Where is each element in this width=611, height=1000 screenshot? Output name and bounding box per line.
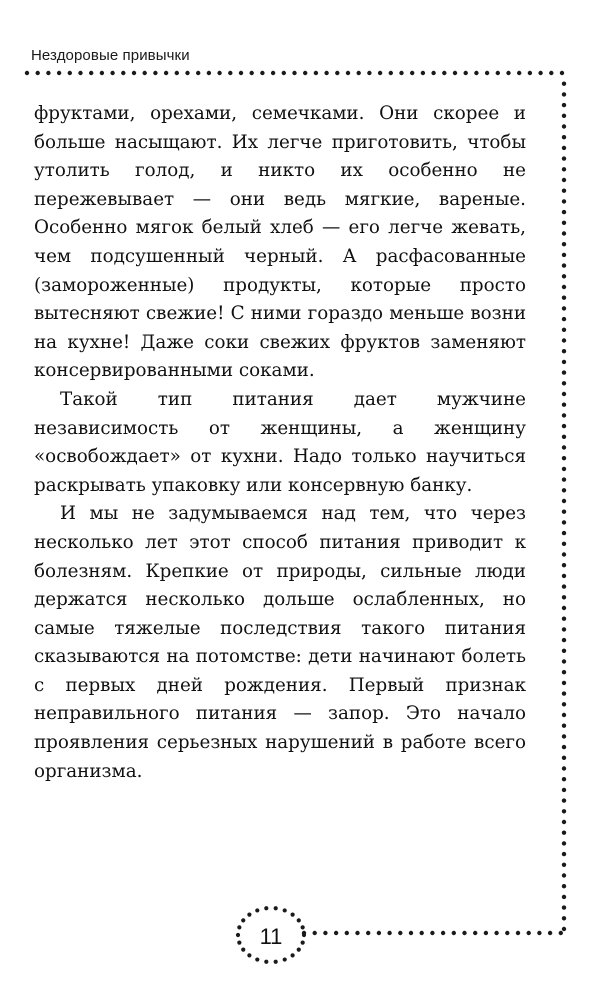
border-dot bbox=[562, 724, 566, 728]
border-dot bbox=[562, 467, 566, 471]
border-dot bbox=[283, 957, 287, 961]
border-dot bbox=[78, 71, 82, 75]
border-dot bbox=[387, 931, 391, 935]
border-dot bbox=[562, 766, 566, 770]
border-dot bbox=[562, 905, 566, 909]
border-dot bbox=[324, 71, 328, 75]
border-dot bbox=[562, 584, 566, 588]
border-dot bbox=[562, 477, 566, 481]
border-dot bbox=[345, 931, 349, 935]
border-dot bbox=[562, 338, 566, 342]
border-dot bbox=[562, 659, 566, 663]
border-dot bbox=[264, 906, 268, 910]
border-dot bbox=[562, 413, 566, 417]
border-dot bbox=[462, 931, 466, 935]
border-dot bbox=[89, 71, 93, 75]
border-dot bbox=[121, 71, 125, 75]
border-dot bbox=[453, 71, 457, 75]
border-dot bbox=[562, 809, 566, 813]
border-dot bbox=[389, 71, 393, 75]
border-dot bbox=[302, 933, 306, 937]
border-dot bbox=[442, 71, 446, 75]
border-dot bbox=[377, 931, 381, 935]
border-dot bbox=[496, 71, 500, 75]
border-dot bbox=[562, 189, 566, 193]
border-dot bbox=[562, 445, 566, 449]
border-dot bbox=[241, 918, 245, 922]
border-dot bbox=[562, 884, 566, 888]
border-dot bbox=[153, 71, 157, 75]
border-dot bbox=[506, 71, 510, 75]
border-dot bbox=[516, 931, 520, 935]
border-dot bbox=[562, 552, 566, 556]
border-dot bbox=[562, 681, 566, 685]
border-dot bbox=[562, 392, 566, 396]
border-dot bbox=[562, 574, 566, 578]
border-dot bbox=[355, 931, 359, 935]
paragraph-1: фруктами, орехами, семечками. Они скорее и больше насыщают. Их легче приготовить, чтобы утолить голод, и никто их особенно не пережевывает — они ведь мягкие, вареные. Особенно мягок белый хлеб — его легче жевать, чем подсушенный черный. А расфасованные (замороженные) продукты, которые просто вытесняют свежие! С ними гораздо меньше возни на кухне! Даже соки свежих фруктов заменяют консервированными соками. bbox=[34, 103, 526, 382]
border-dot bbox=[323, 931, 327, 935]
border-dot bbox=[283, 908, 287, 912]
border-dot bbox=[366, 931, 370, 935]
border-dot bbox=[292, 71, 296, 75]
border-dot bbox=[271, 71, 275, 75]
paragraph-3: И мы не задумываемся над тем, что через несколько лет этот способ питания приводит к болезням. Крепкие от природы, сильные люди держатся несколько дольше ослабленных, но самые тяжелые последствия такого питания сказываются на потомстве: дети начинают болеть с первых дней рождения. Первый признак неправильного питания — запор. Это начало проявления серьезных нарушений в работе всего организма. bbox=[34, 503, 526, 782]
border-dot bbox=[196, 71, 200, 75]
border-dot bbox=[562, 435, 566, 439]
border-dot bbox=[562, 734, 566, 738]
border-dot bbox=[562, 167, 566, 171]
border-dot bbox=[431, 71, 435, 75]
border-dot bbox=[441, 931, 445, 935]
border-dot bbox=[314, 71, 318, 75]
border-dot bbox=[474, 71, 478, 75]
border-dot bbox=[421, 71, 425, 75]
border-dot bbox=[562, 649, 566, 653]
border-dot bbox=[313, 931, 317, 935]
border-dot bbox=[378, 71, 382, 75]
border-dot bbox=[399, 71, 403, 75]
border-dot bbox=[528, 71, 532, 75]
border-dot bbox=[562, 114, 566, 118]
border-dot bbox=[562, 499, 566, 503]
border-dot bbox=[25, 71, 29, 75]
border-dot bbox=[562, 927, 566, 931]
border-dot bbox=[237, 925, 241, 929]
border-dot bbox=[473, 931, 477, 935]
border-dot bbox=[46, 71, 50, 75]
border-dot bbox=[562, 146, 566, 150]
dotted-border-top bbox=[25, 71, 564, 75]
border-dot bbox=[527, 931, 531, 935]
border-dot bbox=[562, 370, 566, 374]
border-dot bbox=[562, 488, 566, 492]
border-dot bbox=[562, 542, 566, 546]
border-dot bbox=[562, 916, 566, 920]
running-head: Нездоровые привычки bbox=[31, 47, 190, 64]
border-dot bbox=[562, 306, 566, 310]
border-dot bbox=[236, 933, 240, 937]
border-dot bbox=[562, 456, 566, 460]
border-dot bbox=[562, 756, 566, 760]
border-dot bbox=[559, 931, 563, 935]
border-dot bbox=[255, 908, 259, 912]
border-dot bbox=[562, 702, 566, 706]
border-dot bbox=[164, 71, 168, 75]
border-dot bbox=[562, 124, 566, 128]
border-dot bbox=[562, 777, 566, 781]
border-dot bbox=[409, 931, 413, 935]
border-dot bbox=[562, 424, 566, 428]
page-number: 11 bbox=[259, 924, 283, 949]
border-dot bbox=[562, 296, 566, 300]
border-dot bbox=[367, 71, 371, 75]
border-dot bbox=[562, 852, 566, 856]
border-dot bbox=[562, 531, 566, 535]
border-dot bbox=[464, 71, 468, 75]
border-dot bbox=[562, 670, 566, 674]
border-dot bbox=[562, 617, 566, 621]
border-dot bbox=[562, 103, 566, 107]
border-dot bbox=[562, 210, 566, 214]
border-dot bbox=[207, 71, 211, 75]
border-dot bbox=[255, 957, 259, 961]
border-dot bbox=[562, 92, 566, 96]
border-dot bbox=[562, 606, 566, 610]
border-dot bbox=[291, 912, 295, 916]
border-dot bbox=[562, 638, 566, 642]
border-dot bbox=[562, 253, 566, 257]
body-text bbox=[34, 100, 526, 786]
border-dot bbox=[346, 71, 350, 75]
border-dot bbox=[549, 71, 553, 75]
border-dot bbox=[517, 71, 521, 75]
border-dot bbox=[494, 931, 498, 935]
border-dot bbox=[485, 71, 489, 75]
border-dot bbox=[562, 510, 566, 514]
border-dot bbox=[57, 71, 61, 75]
border-dot bbox=[132, 71, 136, 75]
border-dot bbox=[68, 71, 72, 75]
border-dot bbox=[562, 242, 566, 246]
border-dot bbox=[291, 953, 295, 957]
border-dot bbox=[562, 349, 566, 353]
border-dot bbox=[562, 221, 566, 225]
border-dot bbox=[562, 231, 566, 235]
border-dot bbox=[562, 841, 566, 845]
border-dot bbox=[398, 931, 402, 935]
border-dot bbox=[562, 895, 566, 899]
border-dot bbox=[239, 71, 243, 75]
border-dot bbox=[36, 71, 40, 75]
border-dot bbox=[247, 912, 251, 916]
border-dot bbox=[562, 713, 566, 717]
border-dot bbox=[562, 360, 566, 364]
border-dot bbox=[538, 71, 542, 75]
border-dot bbox=[420, 931, 424, 935]
border-dot bbox=[562, 831, 566, 835]
border-dot bbox=[110, 71, 114, 75]
border-dot bbox=[484, 931, 488, 935]
border-dot bbox=[301, 925, 305, 929]
border-dot bbox=[562, 403, 566, 407]
border-dot bbox=[562, 788, 566, 792]
border-dot bbox=[562, 381, 566, 385]
border-dot bbox=[430, 931, 434, 935]
border-dot bbox=[562, 274, 566, 278]
border-dot bbox=[562, 328, 566, 332]
border-dot bbox=[562, 199, 566, 203]
border-dot bbox=[274, 906, 278, 910]
border-dot bbox=[562, 563, 566, 567]
border-dot bbox=[562, 820, 566, 824]
border-dot bbox=[303, 71, 307, 75]
border-dot bbox=[562, 156, 566, 160]
dotted-border-right bbox=[562, 82, 566, 932]
border-dot bbox=[185, 71, 189, 75]
border-dot bbox=[143, 71, 147, 75]
border-dot bbox=[335, 71, 339, 75]
border-dot bbox=[228, 71, 232, 75]
border-dot bbox=[274, 960, 278, 964]
border-dot bbox=[562, 627, 566, 631]
border-dot bbox=[562, 285, 566, 289]
border-dot bbox=[562, 873, 566, 877]
border-dot bbox=[562, 863, 566, 867]
border-dot bbox=[297, 918, 301, 922]
border-dot bbox=[562, 520, 566, 524]
border-dot bbox=[217, 71, 221, 75]
border-dot bbox=[100, 71, 104, 75]
border-dot bbox=[562, 798, 566, 802]
paragraph-2: Такой тип питания дает мужчине независимость от женщины, а женщину «освобождает» от кухни. Надо только научиться раскрывать упаковку или консервную банку. bbox=[34, 388, 526, 496]
border-dot bbox=[562, 263, 566, 267]
dotted-border-bottom bbox=[302, 931, 563, 935]
border-dot bbox=[537, 931, 541, 935]
border-dot bbox=[334, 931, 338, 935]
border-dot bbox=[260, 71, 264, 75]
border-dot bbox=[562, 745, 566, 749]
border-dot bbox=[250, 71, 254, 75]
border-dot bbox=[301, 941, 305, 945]
border-dot bbox=[282, 71, 286, 75]
border-dot bbox=[562, 317, 566, 321]
border-dot bbox=[175, 71, 179, 75]
border-dot bbox=[357, 71, 361, 75]
border-dot bbox=[505, 931, 509, 935]
border-dot bbox=[562, 135, 566, 139]
border-dot bbox=[560, 71, 564, 75]
border-dot bbox=[562, 82, 566, 86]
border-dot bbox=[562, 691, 566, 695]
border-dot bbox=[410, 71, 414, 75]
border-dot bbox=[452, 931, 456, 935]
border-dot bbox=[562, 178, 566, 182]
border-dot bbox=[237, 941, 241, 945]
border-dot bbox=[562, 595, 566, 599]
border-dot bbox=[264, 960, 268, 964]
border-dot bbox=[247, 953, 251, 957]
border-dot bbox=[548, 931, 552, 935]
